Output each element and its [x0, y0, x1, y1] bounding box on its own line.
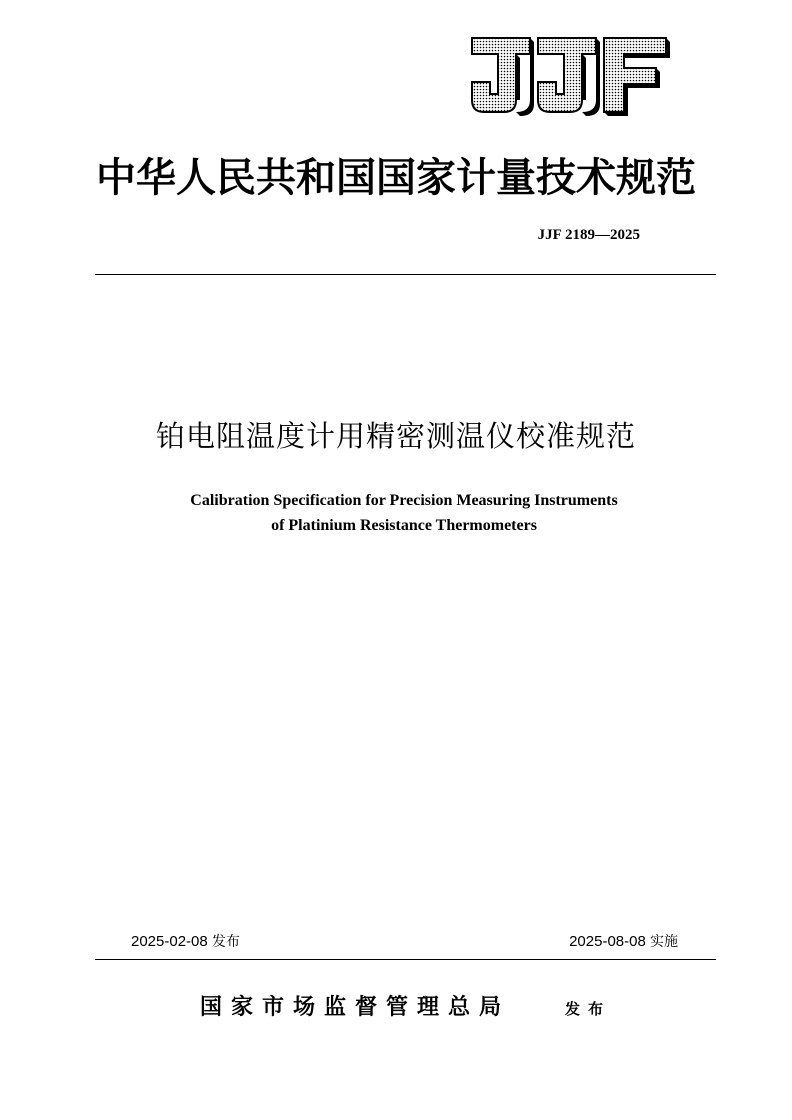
top-divider: [95, 274, 716, 275]
issue-date-label: 发布: [211, 934, 240, 950]
document-title-english-line2: of Platinium Resistance Thermometers: [271, 517, 537, 534]
effective-date: [569, 931, 678, 951]
issue-date: [131, 931, 240, 951]
main-title: 中华人民共和国国家计量技术规范: [96, 154, 696, 201]
document-title-chinese: 铂电阻温度计用精密测温仪校准规范: [155, 419, 636, 453]
document-number: JJF 2189—2025: [537, 227, 640, 243]
publisher-action: 发布: [565, 1000, 612, 1018]
publisher-name: 国家市场监督管理总局: [200, 994, 511, 1020]
effective-date-label: 实施: [650, 934, 678, 950]
bottom-divider: [95, 959, 716, 960]
issue-date-value: 2025-02-08: [131, 933, 208, 950]
jjf-logo: [470, 34, 670, 116]
effective-date-value: 2025-08-08: [569, 933, 646, 950]
document-title-english-line1: Calibration Specification for Precision Measuring Instruments: [190, 492, 618, 509]
